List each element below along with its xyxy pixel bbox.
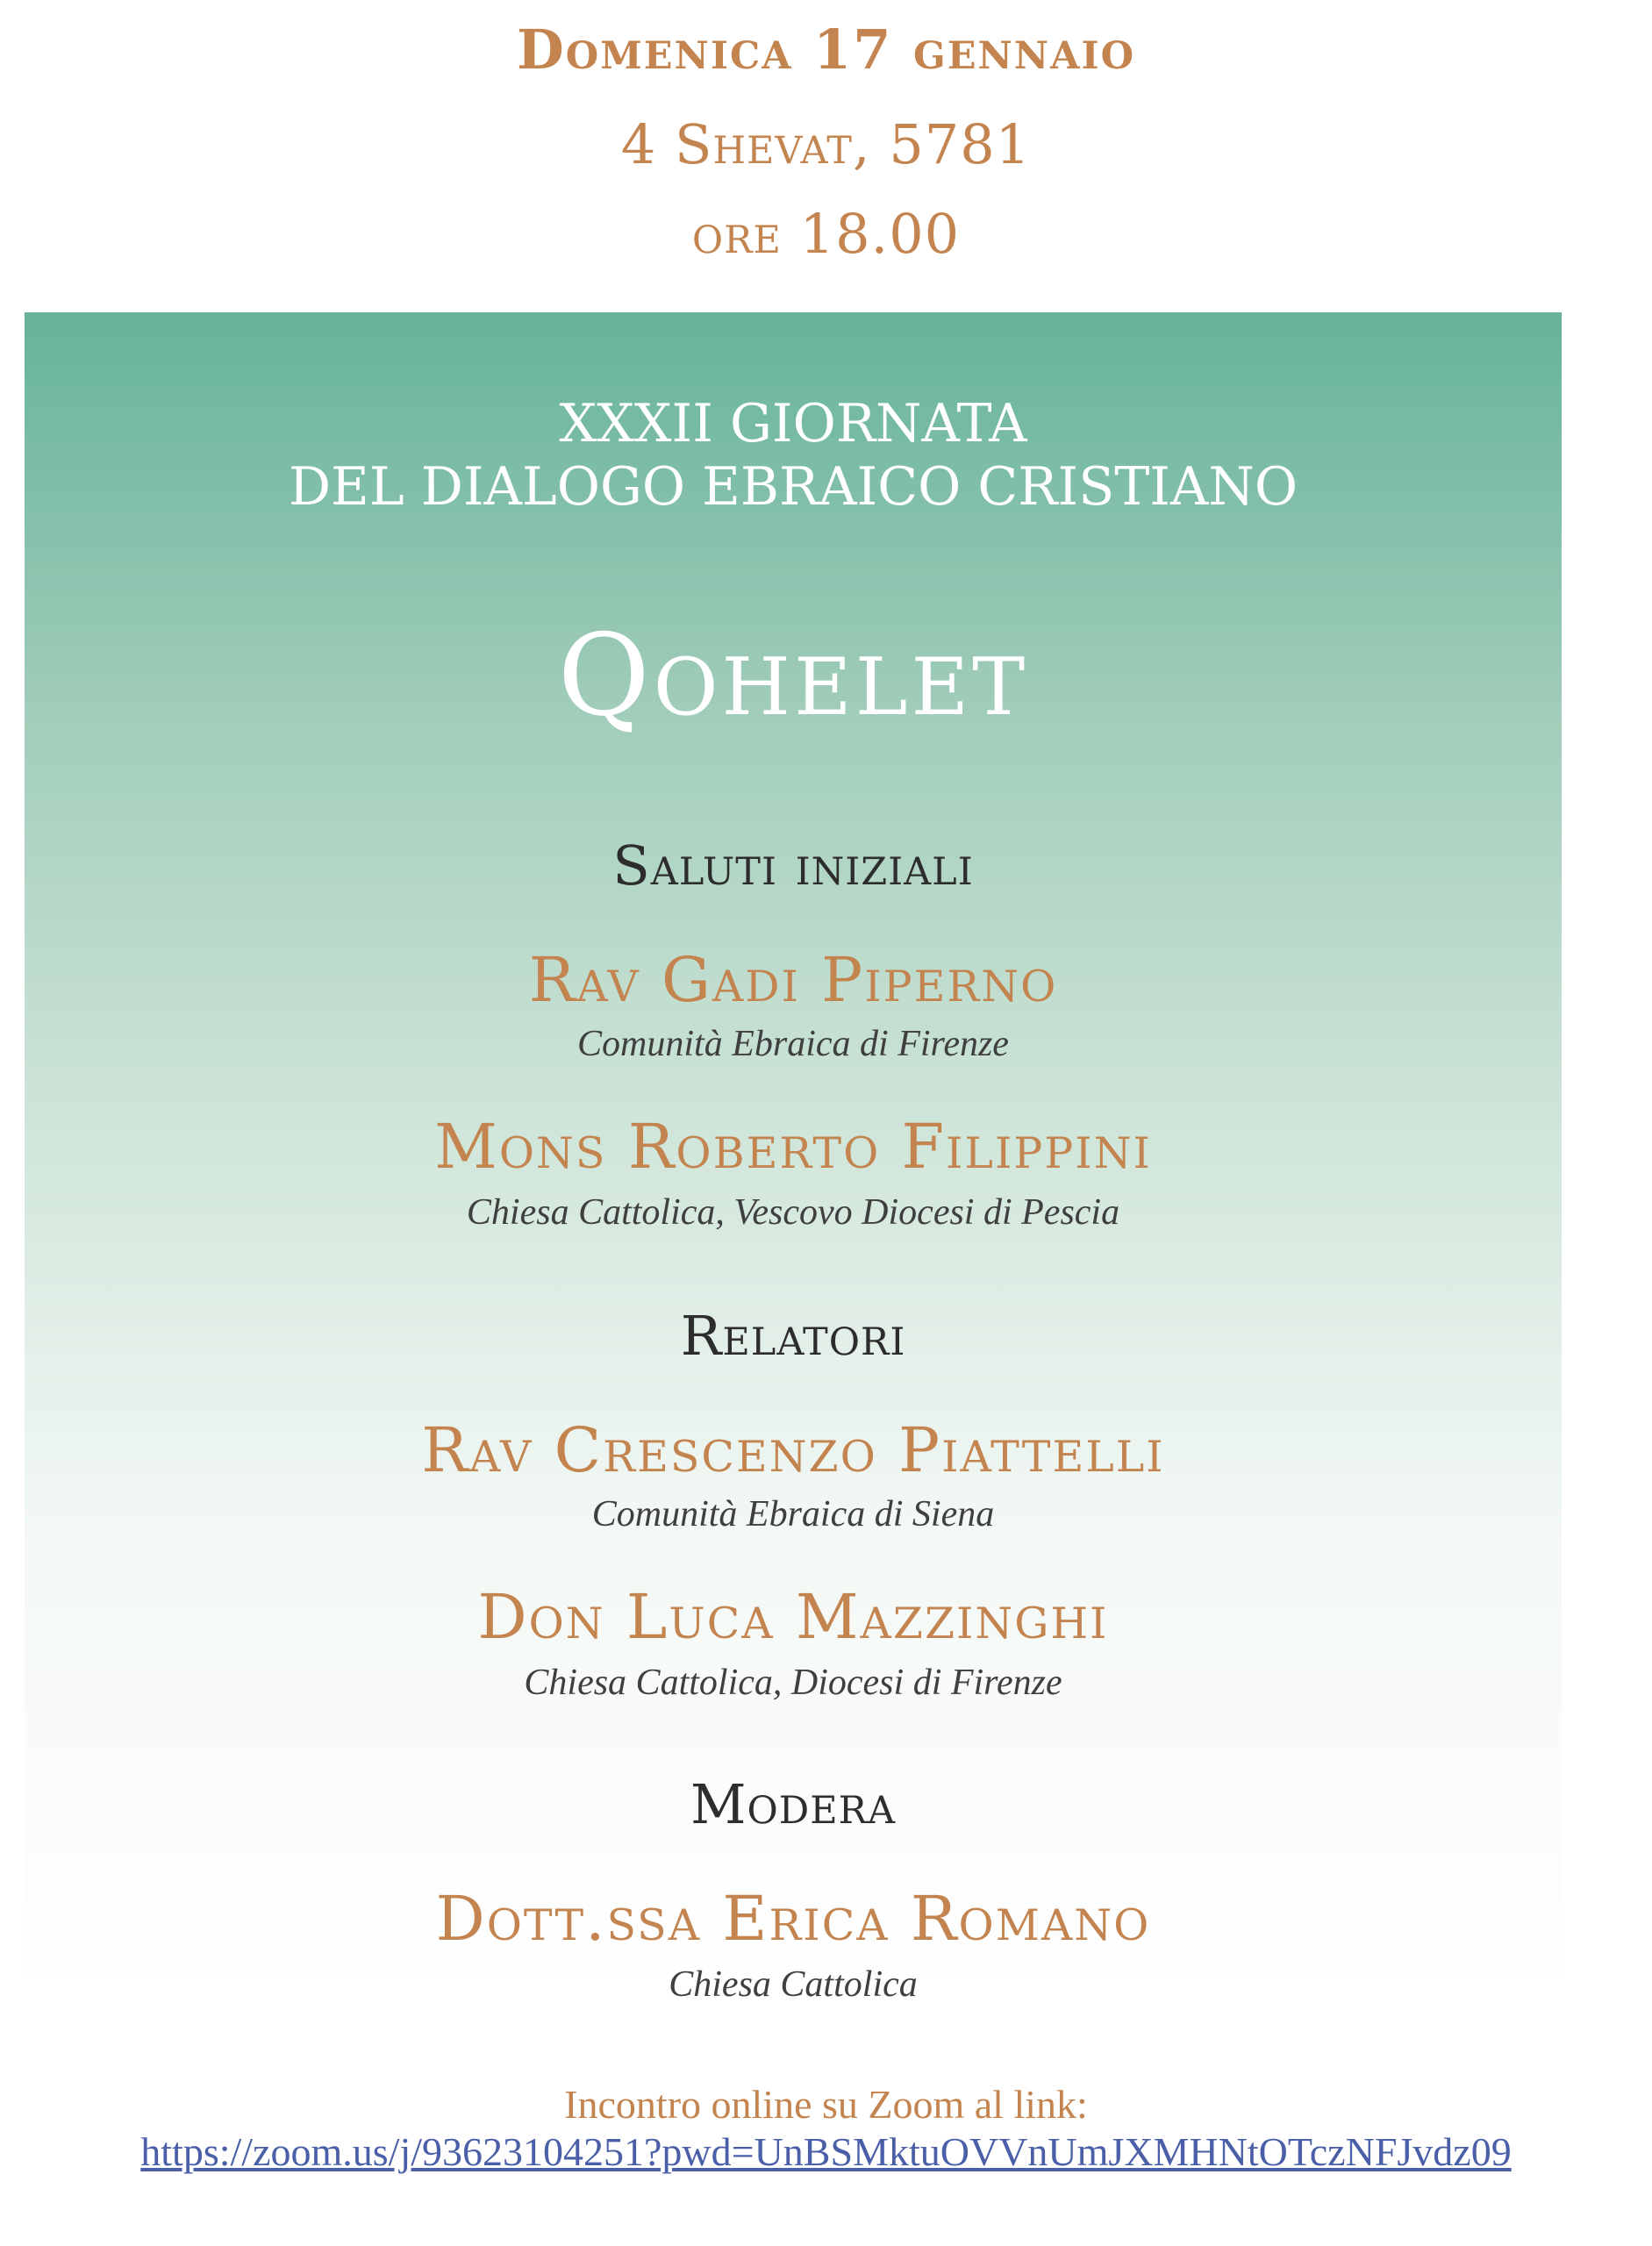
speaker-name: Mons Roberto Filippini <box>434 1111 1152 1183</box>
event-subtitle-line2: DEL DIALOGO EBRAICO CRISTIANO <box>288 456 1298 518</box>
section-heading-greetings: Saluti iniziali <box>612 833 974 898</box>
moderator-affiliation: Chiesa Cattolica <box>669 1964 918 2005</box>
speaker-affiliation: Comunità Ebraica di Siena <box>591 1494 995 1534</box>
section-heading-speakers: Relatori <box>680 1304 906 1368</box>
event-time: ore 18.00 <box>691 202 961 266</box>
zoom-intro-text: Incontro online su Zoom al link: <box>564 2082 1088 2127</box>
speaker-name: Rav Crescenzo Piattelli <box>421 1414 1165 1486</box>
event-subtitle-line1: XXXII GIORNATA <box>559 393 1027 454</box>
zoom-link[interactable]: https://zoom.us/j/93623104251?pwd=UnBSMktuOVVnUmJXMHNtOTczNFJvdz09 <box>140 2129 1512 2174</box>
speaker-affiliation: Chiesa Cattolica, Vescovo Diocesi di Pescia <box>466 1192 1120 1233</box>
program-panel <box>25 312 1562 2005</box>
event-date: Domenica 17 gennaio <box>516 18 1136 82</box>
speaker-name: Don Luca Mazzinghi <box>477 1581 1109 1653</box>
speaker-affiliation: Comunità Ebraica di Firenze <box>577 1024 1009 1064</box>
hebrew-date: 4 Shevat, 5781 <box>620 112 1032 176</box>
event-title: Qohelet <box>557 611 1029 741</box>
speaker-affiliation: Chiesa Cattolica, Diocesi di Firenze <box>524 1663 1062 1703</box>
section-heading-moderator: Modera <box>690 1772 897 1836</box>
moderator-name: Dott.ssa Erica Romano <box>435 1883 1151 1955</box>
speaker-name: Rav Gadi Piperno <box>528 944 1058 1016</box>
